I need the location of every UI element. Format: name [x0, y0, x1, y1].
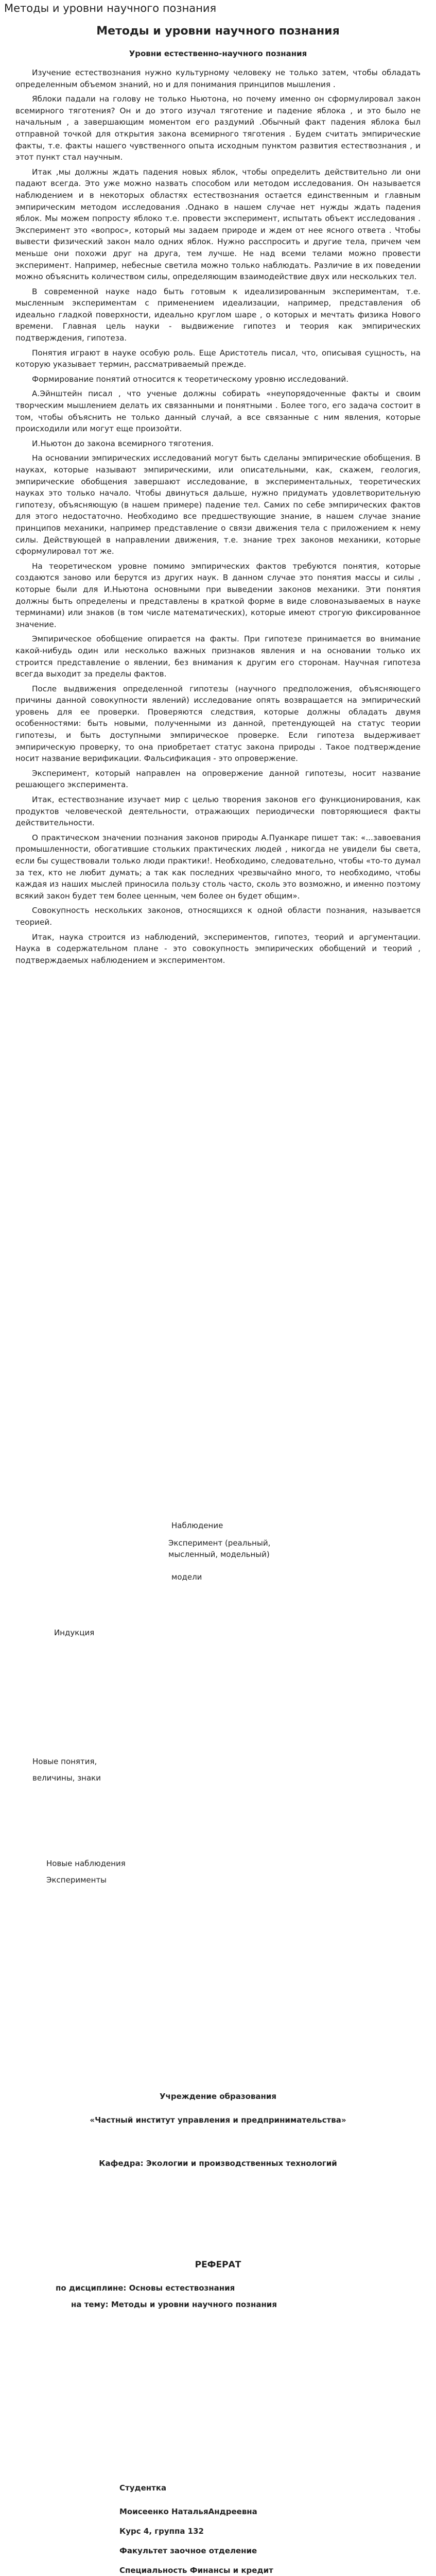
essay-label: РЕФЕРАТ — [195, 2260, 241, 2270]
diagram-experiment-line: Эксперимент (реальный, — [168, 1538, 271, 1548]
paragraph: Итак, естествознание изучает мир с целью творения законов его функционирования, как продуктов человеческой деятельности, отражающих периодически повторяющиеся факты действительности. — [15, 795, 421, 828]
paragraph: А.Эйнштейн писал , что ученые должны собирать «неупорядоченные факты и своим творческим мышлением делать их связанными и понятными . Более того, его задача состоит в том, чтобы объяснить не только данный случай, а все связанные с ним явления, которые происходили или могут еще произойти. — [15, 389, 421, 434]
diagram-induction: Индукция — [54, 1628, 95, 1637]
diagram-models: модели — [171, 1572, 202, 1582]
paragraph: В современной науке надо быть готовым к идеализированным экспериментам, т.е. мысленным экспериментам с применением идеализации, например, представления об идеально гладкой поверхности, идеально круглом шаре , о которых и мечтать физика Нового времени. Главная цель науки - выдвижение гипотез и теория как эмпирических подтверждения, гипотеза. — [15, 286, 421, 343]
sub-heading: Уровни естественно-научного познания — [129, 49, 307, 58]
specialty-line: Специальность Финансы и кредит — [119, 2566, 273, 2575]
paragraph: Яблоки падали на голову не только Ньютона, но почему именно он сформулировал закон всемирного тяготения? Он и до этого изучал тяготение и падение яблока , и это было не начальным , а завершающим моментом его раздумий .Обычный факт падения яблока был отправной точкой для открытия закона всемирного тяготения . Будем считать эмпирические факты, т.е. факты нашего чувственного опыта исходным пунктом развития естествознания , и этот пункт стал научным. — [15, 94, 421, 162]
diagram-new-concepts-line: Новые понятия, — [32, 1757, 97, 1766]
paragraph: Итак ,мы должны ждать падения новых яблок, чтобы определить действительно ли они падают всегда. Это уже можно назвать способом или методом исследования. Он называется наблюдением и в некоторых областях естествознания остается единственным и главным эмпирическим методом исследования .Однако в нашем случае нет нужды ждать падения яблок. Мы можем попросту яблоко т.е. провести эксперимент, испытать объект исследования . Эксперимент это «вопрос», который мы задаем природе и ждем от нее ясного ответа . Чтобы вывести физический закон мало одних яблок. Нужно расспросить и другие тела, причем чем меньше они похожи друг на друга, тем лучше. Не над всеми телами можно провести эксперимент. Например, небесные светила можно только наблюдать. Различие в их поведении можно объяснить количеством силы, определяющим взаимодействие двух или нескольких тел. — [15, 167, 421, 282]
diagram-experiment-line: мысленный, модельный) — [168, 1550, 270, 1559]
main-heading: Методы и уровни научного познания — [96, 25, 340, 38]
diagram-new-concepts-line: величины, знаки — [32, 1773, 101, 1783]
paragraph: После выдвижения определенной гипотезы (научного предположения, объясняющего причины данной совокупности явлений) исследование опять возвращается на эмпирический уровень для ее проверки. Проверяются следствия, которые должны обладать двумя особенностями: быть новыми, полученными из данной, претендующей на статус теории гипотезы, и быть доступными эмпирическое проверке. Если гипотеза выдерживает эмпирическую проверку, то она приобретает статус закона природы . Такое подтверждение носит название верификации. Фальсификация - это опровержение. — [15, 684, 421, 764]
paragraph: О практическом значении познания законов природы А.Пуанкаре пишет так: «...завоевания промышленности, обогатившие стольких практических людей , никогда не увидели бы света, если бы существовали только люди практики!. Необходимо, следовательно, чтобы «то-то думал за тех, кто не любит думать; а так как последних чрезвычайно много, то необходимо, чтобы каждая из наших мыслей приносила пользу столь часто, сколь это возможно, и именно поэтому всякий закон будет тем более ценным, чем более он будет общим». — [15, 833, 421, 901]
course-line: Курс 4, группа 132 — [119, 2527, 204, 2536]
diagram-experiment — [168, 1537, 270, 1560]
article-body — [15, 67, 421, 969]
diagram-new-observations — [46, 1858, 126, 1886]
diagram-new-observations-line: Эксперименты — [46, 1875, 107, 1885]
student-label: Студентка — [119, 2483, 167, 2493]
paragraph: Эмпирическое обобщение опирается на факты. При гипотезе принимается во внимание какой-нибудь один или несколько важных признаков явления и на основании только их строится представление о явлении, без внимания к другим его сторонам. Научная гипотеза всегда выходит за пределы фактов. — [15, 634, 421, 679]
institution-label: Учреждение образования — [159, 2092, 277, 2101]
paragraph: На теоретическом уровне помимо эмпирических фактов требуются понятия, которые создаются заново или берутся из других наук. В данном случае это понятия массы и силы , которые были для И.Ньютона основными при выведении законов механики. Эти понятия должны быть определены и представлены в краткой форме в виде словоназываемых в науке терминами) или знаков (в том числе математических), которые имеют строгую фиксированное значение. — [15, 561, 421, 629]
paragraph: Совокупность нескольких законов, относящихся к одной области познания, называется теорией. — [15, 906, 421, 927]
discipline-line: по дисциплине: Основы естествознания — [56, 2283, 235, 2293]
diagram-new-concepts — [32, 1756, 101, 1784]
paragraph: Формирование понятий относится к теоретическому уровню исследований. — [32, 374, 349, 384]
diagram-new-observations-line: Новые наблюдения — [46, 1859, 126, 1868]
institute-name: «Частный институт управления и предпринимательства» — [90, 2115, 346, 2125]
document-title: Методы и уровни научного познания — [4, 2, 217, 14]
paragraph: Итак, наука строится из наблюдений, экспериментов, гипотез, теорий и аргументации. Наука в содержательном плане - это совокупность эмпирических обобщений и теорий , подтверждаемых наблюдением и экспериментом. — [15, 932, 421, 965]
department-name: Кафедра: Экологии и производственных технологий — [99, 2159, 337, 2168]
paragraph: И.Ньютон до закона всемирного тяготения. — [32, 438, 214, 448]
paragraph: Понятия играют в науке особую роль. Еще Аристотель писал, что, описывая сущность, на которую указывает термин, рассматриваемый прежде. — [15, 348, 421, 369]
paragraph: Изучение естествознания нужно культурному человеку не только затем, чтобы обладать определенным объемом знаний, но и для понимания принципов мышления . — [15, 68, 421, 89]
paragraph: Эксперимент, который направлен на опровержение данной гипотезы, носит название решающего эксперимента. — [15, 768, 421, 790]
diagram-observation: Наблюдение — [171, 1521, 223, 1530]
topic-line: на тему: Методы и уровни научного познания — [71, 2300, 277, 2309]
paragraph: На основании эмпирических исследований могут быть сделаны эмпирические обобщения. В науках, которые называют эмпирическими, или описательными, как, скажем, геология, эмпирические обобщения завершают исследование, в экспериментальных, теоретических науках это только начало. Чтобы двинуться дальше, нужно придумать удовлетворительную гипотезу, объясняющую (в нашем примере) падение тел. Самих по себе эмпирических фактов для этого недостаточно. Необходимо все предшествующие знание, в нашем случае знание принципов механики, например представление о связи движения тела с приложением к нему силы. Действующей в направлении движения, т.е. знание трех законов механики, которые сформулировал тот же. — [15, 453, 421, 556]
faculty-line: Факультет заочное отделение — [119, 2546, 257, 2555]
student-name: Моисеенко НатальяАндреевна — [119, 2507, 257, 2516]
